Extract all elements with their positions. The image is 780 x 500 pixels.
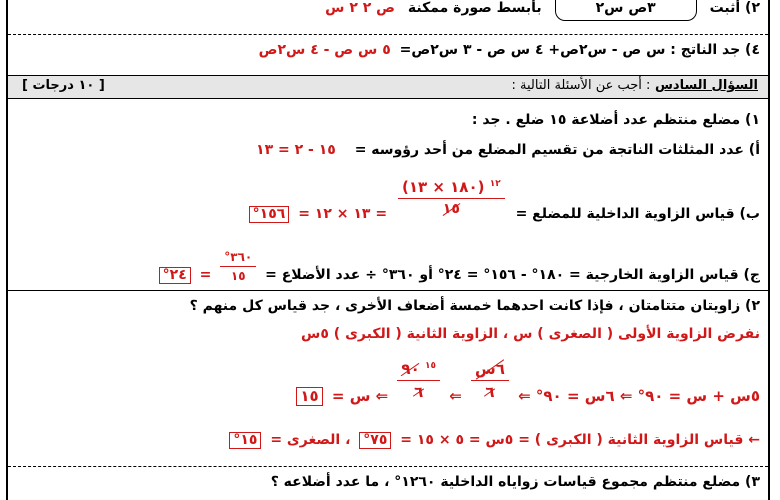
q4-row: [16, 42, 760, 58]
p2-final-small-label: ، الصغرى =: [270, 432, 351, 448]
top-fragment-label: ٢) أثبت: [709, 0, 760, 16]
p1-a-answer: ١٥ - ٢ = ١٣: [256, 142, 336, 158]
p2-eq-fraction-1: [471, 360, 509, 401]
p2-eq-f1-den: ٦: [485, 383, 495, 401]
p1-c-row: ج) قياس الزاوية الخارجية = ١٨٠° - ١٥٦° = ٢٤° أو ٣٦٠° ÷ عدد الأضلاع = $\frac{٣٦٠^\circ}{١٥}$ = ٢٤°: [16, 250, 760, 283]
p1-b-eq: = ١٣ × ١٢ =: [298, 205, 388, 222]
p2-eq-right: ⇐ س =: [331, 387, 389, 405]
p2-final-text: ← قياس الزاوية الثانية ( الكبرى ) = ٥س = ٥ × ١٥ =: [400, 432, 760, 448]
p2-assume: نفرض الزاوية الأولى ( الصغرى ) س ، الزاوية الثانية ( الكبرى ) ٥س: [301, 326, 760, 342]
p1-b-row: [16, 178, 760, 228]
divider: [8, 290, 768, 291]
top-fragment-suffix: بأبسط صورة ممكنة: [407, 0, 542, 16]
q4-question: ٤) جد الناتج : س ص - س٢ص+ ٤ س ص - ٣ س٢ص=: [399, 42, 760, 58]
p3-stem: ٣) مضلع منتظم مجموع قياسات زواياه الداخلية ١٢٦٠° ، ما عدد أضلاعه ؟: [270, 474, 760, 490]
p1-c-text: ج) قياس الزاوية الخارجية = ١٨٠° - ١٥٦° = ٢٤° أو ٣٦٠° ÷ عدد الأضلاع =: [265, 266, 760, 283]
section-instruction: : أجب عن الأسئلة التالية :: [511, 78, 651, 93]
divider: [8, 34, 768, 35]
divider: [8, 466, 768, 467]
top-fragment: [16, 0, 760, 21]
p2-eq-f2-den: ٦: [414, 383, 424, 401]
p1-c-num: ٣٦٠°: [224, 250, 253, 264]
p2-final-row: [16, 432, 760, 449]
p2-eq-f2-small: ١٥: [424, 361, 436, 371]
worksheet-page: [6, 0, 770, 500]
p2-stem: ٢) زاويتان متتامتان ، فإذا كانت احدهما خمسة أضعاف الأخرى ، جد قياس كل منهم ؟: [189, 298, 760, 314]
section-grade: [ ١٠ درجات ]: [22, 78, 105, 93]
p1-c-fraction: [220, 250, 256, 283]
q4-answer: ٥ س ص - ٤ س٢ص: [258, 42, 391, 58]
p1-c-answer: ٢٤°: [159, 267, 191, 284]
p2-equation-row: [16, 360, 760, 412]
p1-stem: ١) مضلع منتظم عدد أضلاعة ١٥ ضلع . جد :: [471, 112, 760, 128]
section-header: [8, 75, 768, 99]
top-fragment-boxed: ٣ص س٢: [555, 0, 697, 21]
section-title: السؤال السادس: [654, 78, 758, 93]
p2-eq-mid: ⇐: [449, 387, 462, 405]
p2-eq-answer: ١٥: [296, 387, 322, 406]
p1-b-num-small: ١٢: [489, 179, 501, 189]
p2-eq-f1-num: ٦س: [475, 360, 505, 378]
p1-b-text: ب) قياس الزاوية الداخلية للمضلع =: [515, 205, 760, 222]
p1-a-row: [16, 142, 760, 158]
p2-final-small: ١٥°: [229, 432, 261, 449]
p1-b-fraction: [398, 178, 505, 217]
p2-eq-left: ٥س + س = ٩٠° ⇐ ٦س = ٩٠° ⇐: [518, 387, 760, 405]
p1-c-den: ١٥: [220, 266, 256, 283]
top-fragment-answer: ص ٢ ٢ س: [325, 0, 396, 16]
p1-b-num: (١٨٠ × ١٣): [401, 178, 485, 196]
p2-eq-fraction-2: [397, 360, 440, 401]
p2-final-big: ٧٥°: [359, 432, 391, 449]
p1-b-answer: ١٥٦°: [249, 206, 290, 223]
p2-eq-f2-num: ٩٠: [401, 360, 420, 378]
p1-b-den: ١٥: [442, 201, 460, 217]
p1-a-text: أ) عدد المثلثات الناتجة من تقسيم المضلع من أحد رؤوسه =: [354, 142, 760, 158]
